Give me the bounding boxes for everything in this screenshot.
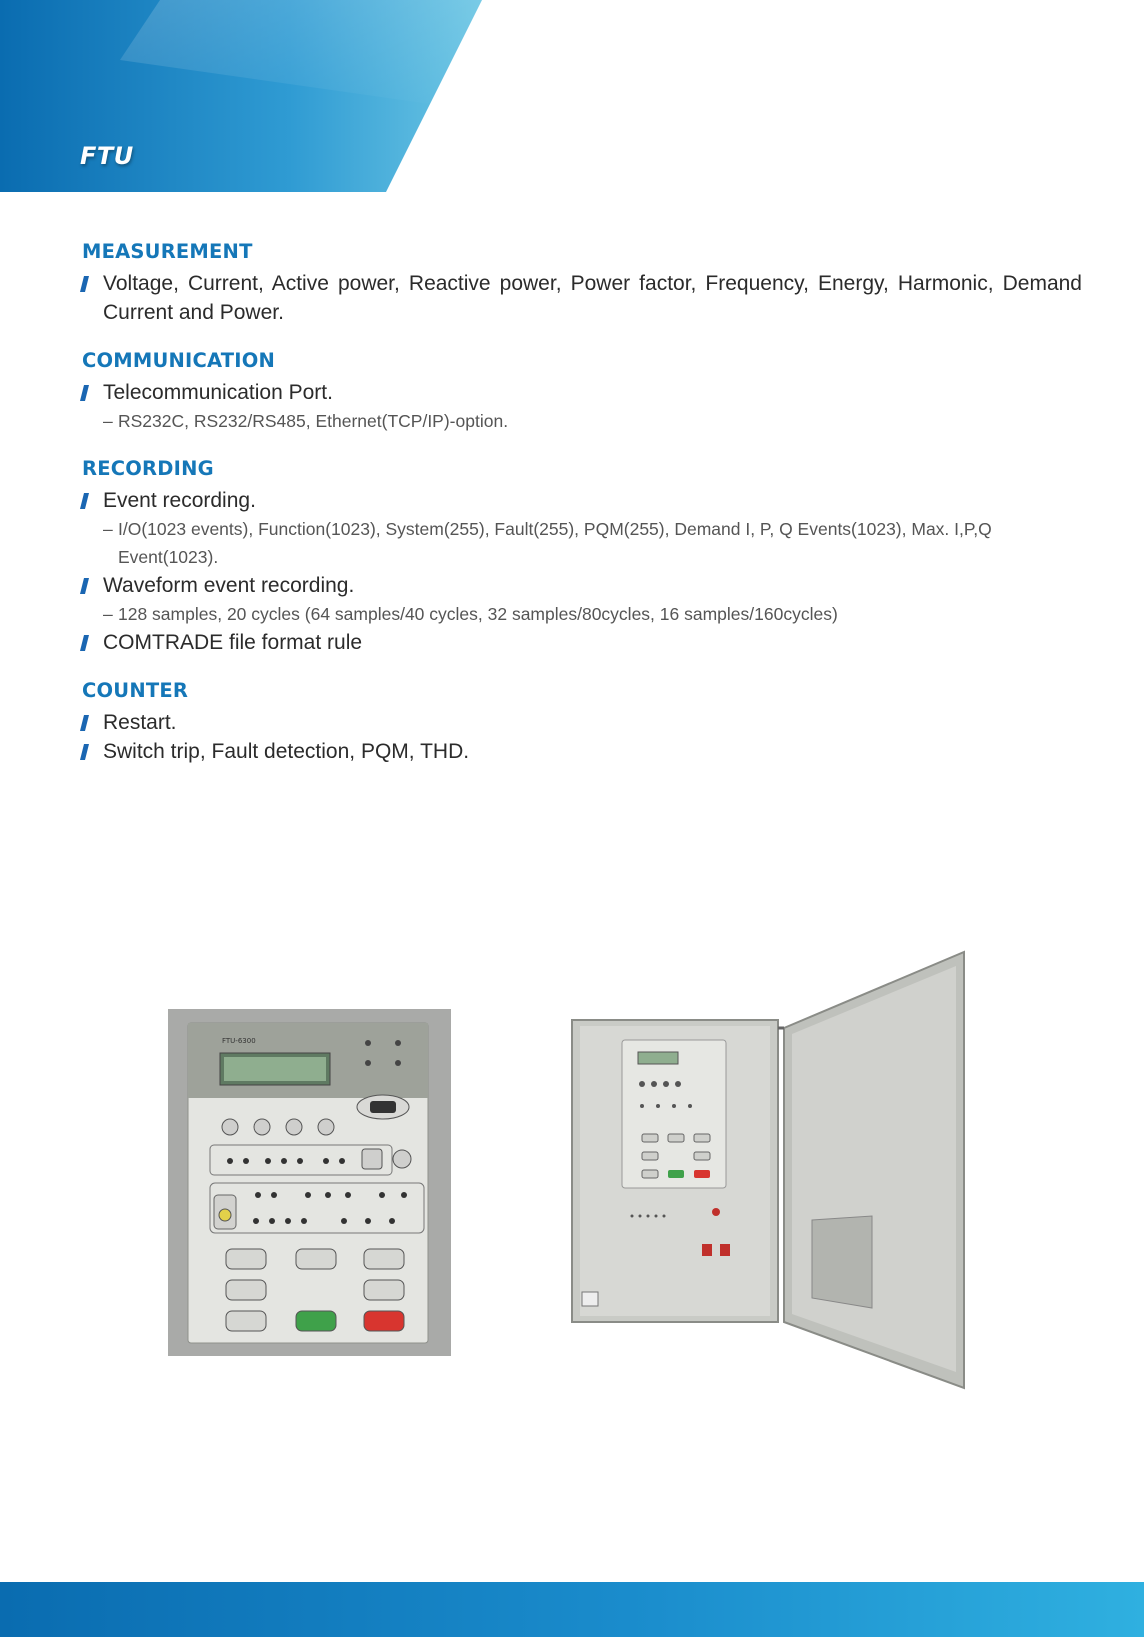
page-title: FTU xyxy=(80,142,134,170)
measurement-heading: MEASUREMENT xyxy=(82,240,253,263)
sub-item: – I/O(1023 events), Function(1023), System(255), Fault(255), PQM(255), Demand I, P, Q Events(1023), Max. I,P,Q xyxy=(103,519,992,539)
list-item: Event recording. xyxy=(82,486,1082,515)
list-item: Restart. xyxy=(82,708,1082,737)
measurement-section xyxy=(82,240,1082,327)
list-item: Telecommunication Port. xyxy=(82,378,1082,407)
recording-section xyxy=(82,457,1082,657)
bullet-icon xyxy=(80,744,89,760)
control-panel-photo xyxy=(168,1009,451,1356)
bullet-icon xyxy=(80,635,89,651)
bullet-icon xyxy=(80,276,89,292)
bullet-icon xyxy=(80,493,89,509)
sub-item-continued: Event(1023). xyxy=(118,547,219,567)
cabinet-photo xyxy=(568,948,968,1403)
list-item: Switch trip, Fault detection, PQM, THD. xyxy=(82,737,1082,766)
bullet-icon xyxy=(80,385,89,401)
panel-model-label: FTU-6300 xyxy=(222,1037,256,1045)
counter-section xyxy=(82,679,1082,766)
sub-item: – 128 samples, 20 cycles (64 samples/40 cycles, 32 samples/80cycles, 16 samples/160cycles) xyxy=(103,604,838,624)
bullet-icon xyxy=(80,715,89,731)
list-item: Voltage, Current, Active power, Reactive power, Power factor, Frequency, Energy, Harmonic, Demand Current and Power. xyxy=(82,269,1082,327)
list-item: COMTRADE file format rule xyxy=(82,628,1082,657)
bullet-icon xyxy=(80,578,89,594)
list-item: Waveform event recording. xyxy=(82,571,1082,600)
counter-heading: COUNTER xyxy=(82,679,189,702)
recording-heading: RECORDING xyxy=(82,457,214,480)
sub-item: – RS232C, RS232/RS485, Ethernet(TCP/IP)-option. xyxy=(103,411,509,431)
communication-heading: COMMUNICATION xyxy=(82,349,276,372)
banner-shape xyxy=(0,0,1144,192)
header-banner xyxy=(0,0,1144,192)
communication-section xyxy=(82,349,1082,435)
footer-bar xyxy=(0,1582,1144,1637)
spec-content xyxy=(82,240,1082,784)
